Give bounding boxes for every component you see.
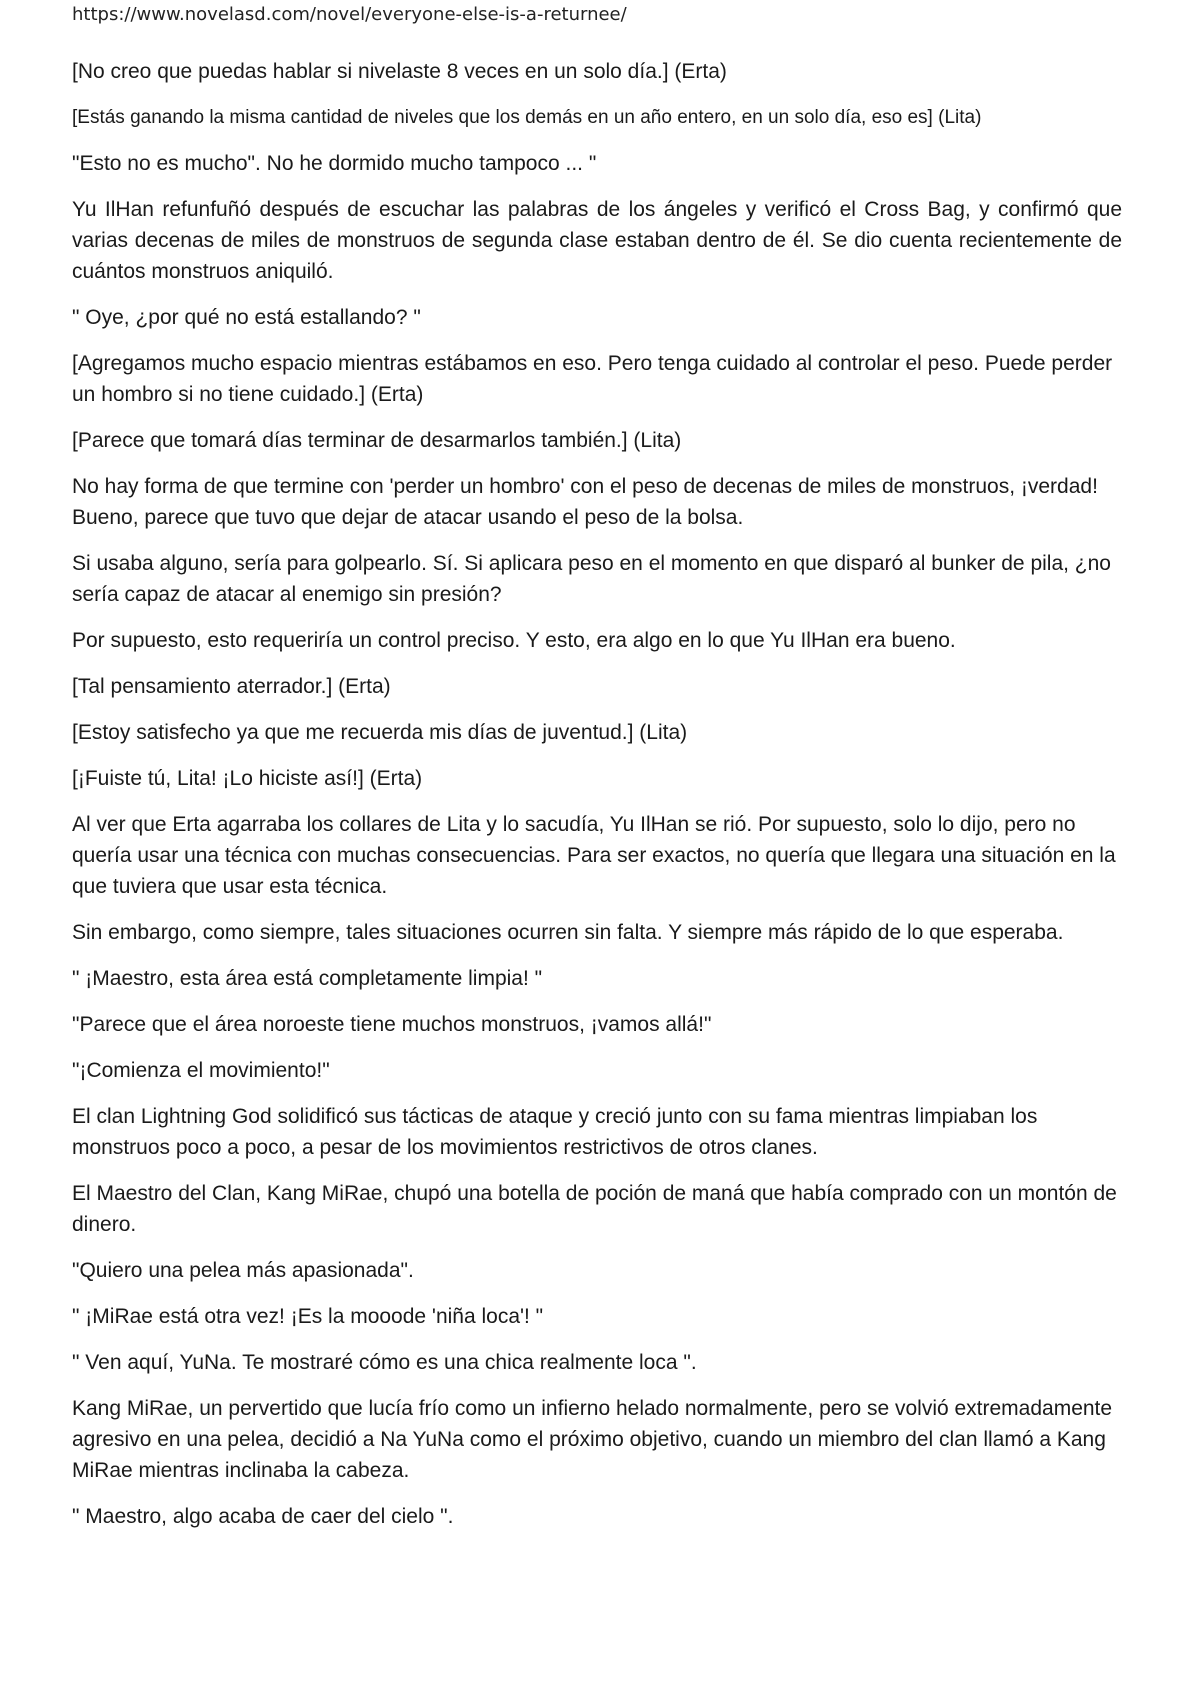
paragraph-11: [Tal pensamiento aterrador.] (Erta) (72, 675, 391, 698)
paragraph-1: [No creo que puedas hablar si nivelaste 8 veces en un solo día.] (Erta) (72, 60, 727, 83)
paragraph-22: " ¡MiRae está otra vez! ¡Es la mooode 'niña loca'! " (72, 1305, 544, 1328)
paragraph-7: [Parece que tomará días terminar de desarmarlos también.] (Lita) (72, 429, 682, 452)
paragraph-12: [Estoy satisfecho ya que me recuerda mis días de juventud.] (Lita) (72, 721, 688, 744)
paragraph-3: "Esto no es mucho". No he dormido mucho tampoco ... " (72, 152, 597, 175)
paragraph-14: Al ver que Erta agarraba los collares de Lita y lo sacudía, Yu IlHan se rió. Por supuesto, solo lo dijo, pero no quería usar una técnica con muchas consecuencias. Para ser exactos, no quería que llegara una situación en la que tuviera que usar esta técnica. (72, 813, 1116, 898)
paragraph-23: " Ven aquí, YuNa. Te mostraré cómo es una chica realmente loca ". (72, 1351, 697, 1374)
paragraph-5: " Oye, ¿por qué no está estallando? " (72, 306, 421, 329)
paragraph-13: [¡Fuiste tú, Lita! ¡Lo hiciste así!] (Erta) (72, 767, 423, 790)
paragraph-18: "¡Comienza el movimiento!" (72, 1059, 330, 1082)
paragraph-9: Si usaba alguno, sería para golpearlo. Sí. Si aplicara peso en el momento en que disparó al bunker de pila, ¿no sería capaz de atacar al enemigo sin presión? (72, 552, 1111, 606)
source-url: https://www.novelasd.com/novel/everyone-else-is-a-returnee/ (72, 4, 627, 25)
paragraph-17: "Parece que el área noroeste tiene muchos monstruos, ¡vamos allá!" (72, 1013, 712, 1036)
paragraph-6: [Agregamos mucho espacio mientras estábamos en eso. Pero tenga cuidado al controlar el peso. Puede perder un hombro si no tiene cuidado.] (Erta) (72, 352, 1113, 406)
paragraph-2: [Estás ganando la misma cantidad de niveles que los demás en un año entero, en un solo día, eso es] (Lita) (72, 107, 982, 128)
document-body (72, 56, 1122, 1547)
paragraph-24: Kang MiRae, un pervertido que lucía frío como un infierno helado normalmente, pero se volvió extremadamente agresivo en una pelea, decidió a Na YuNa como el próximo objetivo, cuando un miembro del clan llamó a Kang MiRae mientras inclinaba la cabeza. (72, 1397, 1113, 1482)
paragraph-8: No hay forma de que termine con 'perder un hombro' con el peso de decenas de miles de monstruos, ¡verdad! Bueno, parece que tuvo que dejar de atacar usando el peso de la bolsa. (72, 475, 1098, 529)
paragraph-4: Yu IlHan refunfuñó después de escuchar las palabras de los ángeles y verificó el Cross Bag, y confirmó que varias decenas de miles de monstruos de segunda clase estaban dentro de él. Se dio cuenta recientemente de cuántos monstruos aniquiló. (72, 198, 1122, 283)
paragraph-21: "Quiero una pelea más apasionada". (72, 1259, 414, 1282)
paragraph-16: " ¡Maestro, esta área está completamente limpia! " (72, 967, 543, 990)
paragraph-15: Sin embargo, como siempre, tales situaciones ocurren sin falta. Y siempre más rápido de lo que esperaba. (72, 921, 1064, 944)
paragraph-20: El Maestro del Clan, Kang MiRae, chupó una botella de poción de maná que había comprado con un montón de dinero. (72, 1182, 1117, 1236)
paragraph-25: " Maestro, algo acaba de caer del cielo ". (72, 1505, 454, 1528)
paragraph-10: Por supuesto, esto requeriría un control preciso. Y esto, era algo en lo que Yu IlHan era bueno. (72, 629, 956, 652)
paragraph-19: El clan Lightning God solidificó sus tácticas de ataque y creció junto con su fama mientras limpiaban los monstruos poco a poco, a pesar de los movimientos restrictivos de otros clanes. (72, 1105, 1038, 1159)
